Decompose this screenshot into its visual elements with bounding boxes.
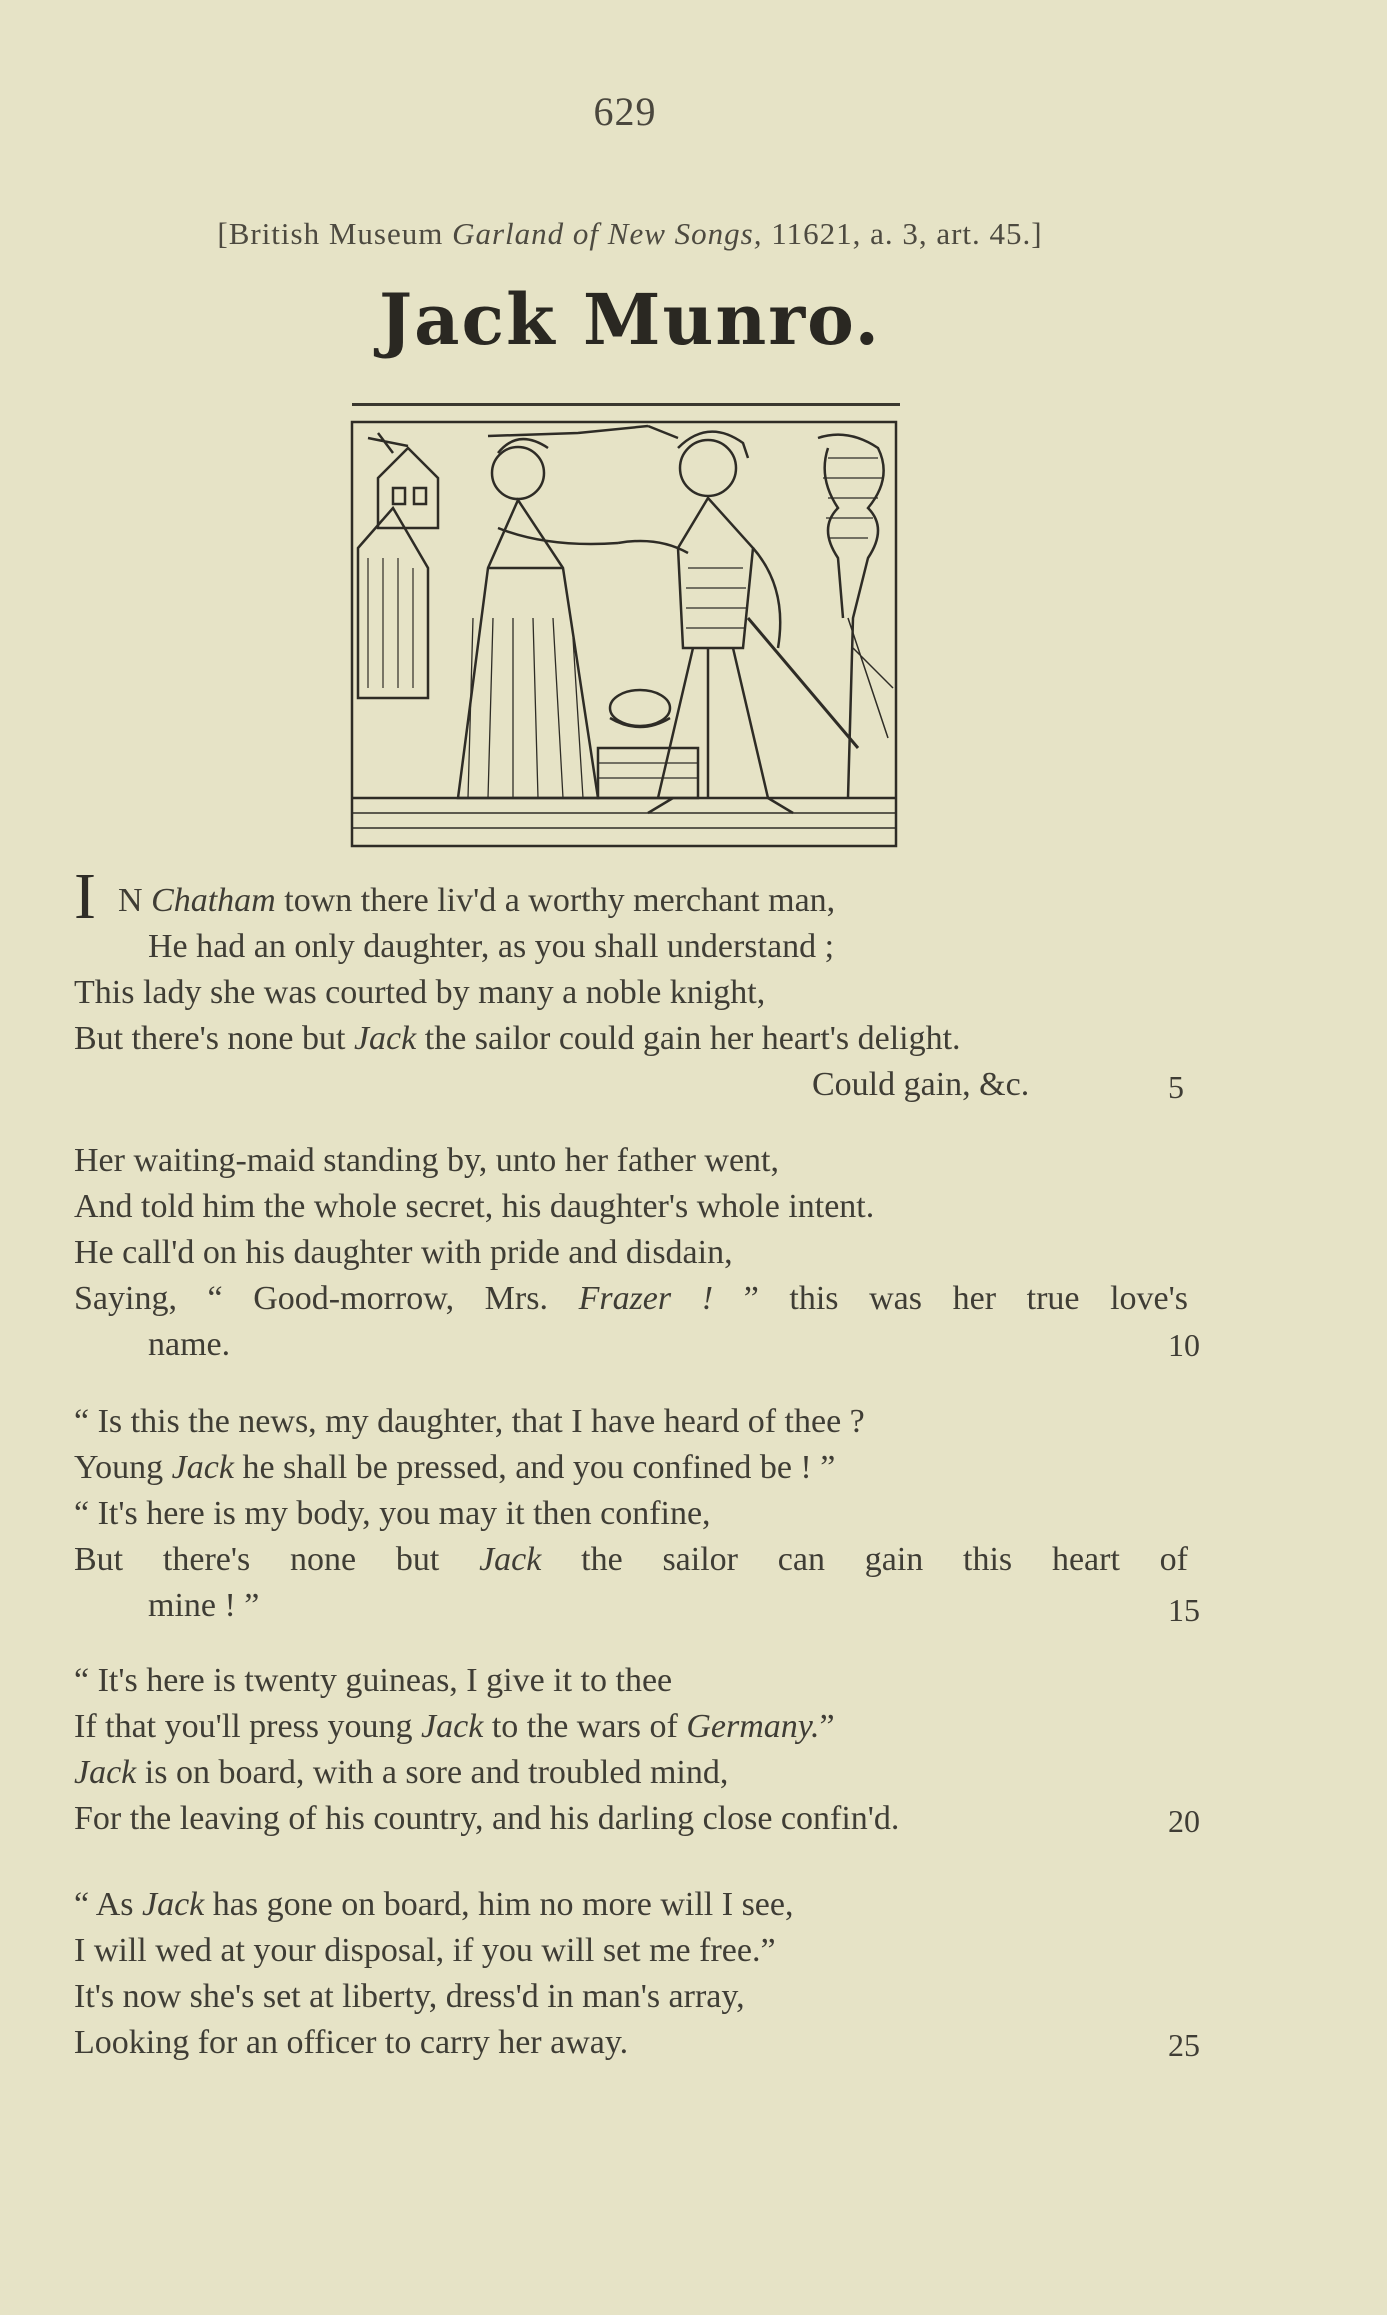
line-number: 10 [1168, 1327, 1200, 1363]
source-citation [0, 216, 1260, 252]
poem-line: He call'd on his daughter with pride and disdain, [74, 1234, 733, 1271]
poem-line: But there's none but Jack the sailor can gain this heart of [74, 1541, 1188, 1578]
poem-line: Jack is on board, with a sore and troubled mind, [74, 1754, 729, 1791]
poem-line: “ As Jack has gone on board, him no more will I see, [74, 1886, 794, 1923]
poem-line: This lady she was courted by many a noble knight, [74, 974, 766, 1011]
ballad-title: Jack Munro. [379, 278, 881, 361]
line-number: 20 [1168, 1803, 1200, 1839]
drop-cap: I [74, 860, 96, 933]
poem-line: “ It's here is twenty guineas, I give it to thee [74, 1662, 673, 1699]
poem-line: But there's none but Jack the sailor could gain her heart's delight. [74, 1020, 961, 1057]
poem-line: I N Chatham town there liv'd a worthy merchant man, [74, 860, 836, 933]
line-number: 5 [1168, 1069, 1184, 1105]
poem-line: mine ! ” [148, 1587, 260, 1624]
page-number: 629 [593, 89, 657, 134]
title-rule [352, 403, 900, 406]
poem-line: And told him the whole secret, his daughter's whole intent. [74, 1188, 875, 1225]
poem-line: name. [148, 1326, 231, 1363]
source-italic: Garland of New Songs, [452, 216, 763, 251]
woodcut-illustration [348, 418, 900, 850]
poem-line: “ It's here is my body, you may it then confine, [74, 1495, 711, 1532]
line-number: 15 [1168, 1592, 1200, 1628]
poem-line: I will wed at your disposal, if you will set me free.” [74, 1932, 776, 1969]
poem-line: Young Jack he shall be pressed, and you confined be ! ” [74, 1449, 836, 1486]
poem-line: Her waiting-maid standing by, unto her father went, [74, 1142, 779, 1179]
refrain: Could gain, &c. [812, 1066, 1030, 1103]
poem-line: Saying, “ Good-morrow, Mrs. Frazer ! ” this was her true love's [74, 1280, 1188, 1317]
source-open: [British Museum [217, 216, 453, 251]
poem-line: For the leaving of his country, and his darling close confin'd. [74, 1800, 900, 1837]
poem-line: It's now she's set at liberty, dress'd in man's array, [74, 1978, 745, 2015]
poem-line: He had an only daughter, as you shall understand ; [148, 928, 835, 965]
line-number: 25 [1168, 2027, 1200, 2063]
poem-line: “ Is this the news, my daughter, that I have heard of thee ? [74, 1403, 865, 1440]
poem-line: If that you'll press young Jack to the wars of Germany.” [74, 1708, 835, 1745]
source-close: 11621, a. 3, art. 45.] [762, 216, 1043, 251]
poem-line: Looking for an officer to carry her away. [74, 2024, 629, 2061]
